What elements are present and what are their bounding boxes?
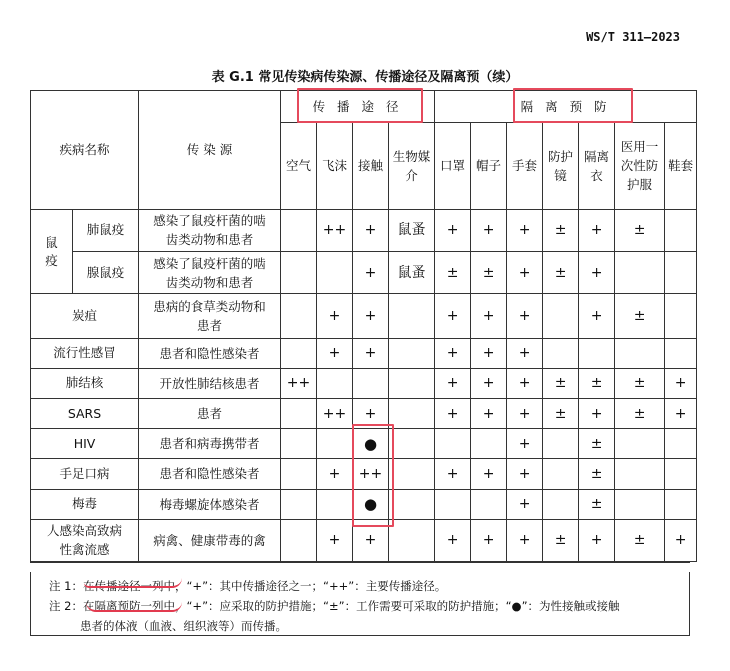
cell-prevention — [615, 429, 665, 459]
table-row — [31, 519, 697, 561]
cell-prevention — [615, 252, 665, 294]
cell-prevention — [435, 489, 471, 519]
cell-prevention: + — [471, 368, 507, 398]
infection-source: 患病的食草类动物和患者 — [139, 294, 281, 338]
cell-prevention: + — [665, 398, 697, 428]
header-col-prevention-7: 防护镜 — [543, 123, 579, 210]
cell-prevention: + — [507, 429, 543, 459]
cell-prevention: ± — [435, 252, 471, 294]
cell-prevention — [543, 429, 579, 459]
cell-prevention: + — [579, 209, 615, 251]
header-col-prevention-4: 口罩 — [435, 123, 471, 210]
disease-name: 手足口病 — [31, 459, 139, 489]
cell-prevention: + — [579, 519, 615, 561]
cell-prevention: + — [507, 294, 543, 338]
cell-route: + — [353, 338, 389, 368]
cell-prevention: + — [471, 459, 507, 489]
table-row — [31, 459, 697, 489]
infection-source: 患者和隐性感染者 — [139, 338, 281, 368]
cell-prevention: ± — [543, 398, 579, 428]
cell-route: 鼠蚤 — [389, 209, 435, 251]
header-disease: 疾病名称 — [31, 91, 139, 210]
infection-source: 开放性肺结核患者 — [139, 368, 281, 398]
infection-source: 感染了鼠疫杆菌的啮齿类动物和患者 — [139, 252, 281, 294]
cell-prevention: ± — [543, 209, 579, 251]
cell-prevention: + — [471, 294, 507, 338]
infection-source: 感染了鼠疫杆菌的啮齿类动物和患者 — [139, 209, 281, 251]
cell-route — [389, 294, 435, 338]
cell-prevention: ± — [579, 459, 615, 489]
cell-prevention — [665, 429, 697, 459]
cell-route: + — [353, 294, 389, 338]
cell-prevention: ± — [543, 252, 579, 294]
table-row — [31, 252, 697, 294]
cell-prevention: + — [507, 209, 543, 251]
header-route-group: 传 播 途 径 — [281, 91, 435, 123]
cell-route — [389, 368, 435, 398]
note-2-continued: 患者的体液（血液、组织液等）而传播。 — [80, 619, 287, 633]
cell-route: + — [353, 252, 389, 294]
infection-source: 梅毒螺旋体感染者 — [139, 489, 281, 519]
cell-prevention — [665, 489, 697, 519]
disease-name: 人感染高致病性禽流感 — [31, 519, 139, 561]
cell-route — [389, 459, 435, 489]
cell-route — [317, 368, 353, 398]
cell-route: + — [317, 459, 353, 489]
cell-prevention: + — [471, 209, 507, 251]
disease-name: SARS — [31, 398, 139, 428]
cell-prevention: + — [435, 459, 471, 489]
cell-route: ++ — [317, 398, 353, 428]
cell-route: ++ — [353, 459, 389, 489]
cell-prevention — [615, 338, 665, 368]
cell-prevention: + — [435, 398, 471, 428]
cell-prevention — [665, 338, 697, 368]
infection-source: 患者和病毒携带者 — [139, 429, 281, 459]
cell-prevention: ± — [471, 252, 507, 294]
cell-prevention — [435, 429, 471, 459]
cell-prevention: + — [435, 294, 471, 338]
header-col-route-3: 生物媒介 — [389, 123, 435, 210]
cell-route — [281, 519, 317, 561]
header-col-route-1: 飞沫 — [317, 123, 353, 210]
cell-route: + — [353, 209, 389, 251]
table-bottom-rule — [30, 562, 690, 563]
cell-prevention: + — [471, 398, 507, 428]
cell-prevention: ± — [579, 429, 615, 459]
standard-code: WS/T 311—2023 — [586, 30, 680, 44]
table-row — [31, 368, 697, 398]
cell-prevention — [665, 209, 697, 251]
cell-route: + — [353, 398, 389, 428]
table-notes — [30, 572, 690, 636]
cell-prevention: + — [507, 398, 543, 428]
cell-route — [281, 338, 317, 368]
cell-route — [353, 368, 389, 398]
cell-prevention: ± — [615, 294, 665, 338]
table-row — [31, 429, 697, 459]
disease-name: 肺鼠疫 — [73, 209, 139, 251]
table-caption: 表 G.1 常见传染病传染源、传播途径及隔离预（续） — [211, 70, 519, 85]
cell-prevention — [579, 338, 615, 368]
cell-route: + — [317, 294, 353, 338]
header-prevention-group: 隔 离 预 防 — [435, 91, 697, 123]
note-2: 注 2：在隔离预防一列中，“+”：应采取的防护措施；“±”：工作需要可采取的防护措施；“●”：为性接触或接触 — [49, 599, 620, 613]
cell-prevention: ± — [615, 209, 665, 251]
disease-name: 肺结核 — [31, 368, 139, 398]
cell-prevention: + — [471, 338, 507, 368]
cell-prevention — [543, 294, 579, 338]
cell-prevention: + — [665, 519, 697, 561]
cell-prevention — [543, 459, 579, 489]
header-col-prevention-6: 手套 — [507, 123, 543, 210]
header-col-route-0: 空气 — [281, 123, 317, 210]
cell-prevention: ± — [579, 489, 615, 519]
cell-route — [389, 489, 435, 519]
disease-name: 梅毒 — [31, 489, 139, 519]
cell-prevention — [471, 429, 507, 459]
cell-route: ● — [353, 489, 389, 519]
cell-prevention: + — [507, 368, 543, 398]
cell-route: ++ — [317, 209, 353, 251]
cell-prevention — [543, 489, 579, 519]
disease-name: 炭疽 — [31, 294, 139, 338]
table-row — [31, 489, 697, 519]
cell-prevention — [543, 338, 579, 368]
cell-route — [281, 294, 317, 338]
cell-prevention: ± — [543, 368, 579, 398]
infection-source: 患者和隐性感染者 — [139, 459, 281, 489]
cell-prevention — [471, 489, 507, 519]
note-1: 注 1：在传播途径一列中，“+”：其中传播途径之一；“++”：主要传播途径。 — [49, 579, 447, 593]
cell-prevention: + — [665, 368, 697, 398]
cell-prevention: ± — [615, 398, 665, 428]
table-row — [31, 209, 697, 251]
cell-route: + — [317, 519, 353, 561]
disease-name: HIV — [31, 429, 139, 459]
table-row — [31, 294, 697, 338]
cell-prevention: + — [579, 294, 615, 338]
cell-route — [281, 489, 317, 519]
cell-route: 鼠蚤 — [389, 252, 435, 294]
plague-group-label: 鼠疫 — [31, 209, 73, 294]
cell-route — [281, 209, 317, 251]
cell-prevention: ± — [543, 519, 579, 561]
cell-route — [389, 519, 435, 561]
cell-prevention: + — [507, 252, 543, 294]
cell-prevention: + — [579, 398, 615, 428]
cell-route: + — [317, 338, 353, 368]
cell-route: ++ — [281, 368, 317, 398]
cell-route — [389, 338, 435, 368]
cell-prevention — [665, 252, 697, 294]
cell-route — [281, 429, 317, 459]
table-row — [31, 338, 697, 368]
cell-route — [317, 489, 353, 519]
cell-prevention: ± — [579, 368, 615, 398]
cell-route — [317, 252, 353, 294]
header-col-prevention-5: 帽子 — [471, 123, 507, 210]
infection-source: 患者 — [139, 398, 281, 428]
disease-name: 腺鼠疫 — [73, 252, 139, 294]
cell-prevention: + — [507, 338, 543, 368]
cell-route — [281, 252, 317, 294]
cell-prevention — [665, 294, 697, 338]
cell-route — [281, 398, 317, 428]
cell-route: + — [353, 519, 389, 561]
header-source: 传 染 源 — [139, 91, 281, 210]
cell-prevention: + — [435, 368, 471, 398]
disease-name: 流行性感冒 — [31, 338, 139, 368]
cell-prevention: + — [507, 489, 543, 519]
cell-route — [317, 429, 353, 459]
cell-prevention: + — [579, 252, 615, 294]
cell-prevention — [665, 459, 697, 489]
header-col-prevention-10: 鞋套 — [665, 123, 697, 210]
header-col-prevention-9: 医用一次性防护服 — [615, 123, 665, 210]
cell-route — [389, 398, 435, 428]
cell-prevention: + — [507, 519, 543, 561]
cell-prevention — [615, 459, 665, 489]
cell-prevention: + — [435, 209, 471, 251]
disease-table — [30, 90, 697, 562]
cell-route — [389, 429, 435, 459]
cell-route — [281, 459, 317, 489]
table-row — [31, 398, 697, 428]
header-col-prevention-8: 隔离衣 — [579, 123, 615, 210]
infection-source: 病禽、健康带毒的禽 — [139, 519, 281, 561]
cell-prevention: + — [435, 338, 471, 368]
cell-route: ● — [353, 429, 389, 459]
cell-prevention: + — [471, 519, 507, 561]
cell-prevention: ± — [615, 519, 665, 561]
cell-prevention — [615, 489, 665, 519]
header-col-route-2: 接触 — [353, 123, 389, 210]
cell-prevention: + — [507, 459, 543, 489]
cell-prevention: ± — [615, 368, 665, 398]
cell-prevention: + — [435, 519, 471, 561]
